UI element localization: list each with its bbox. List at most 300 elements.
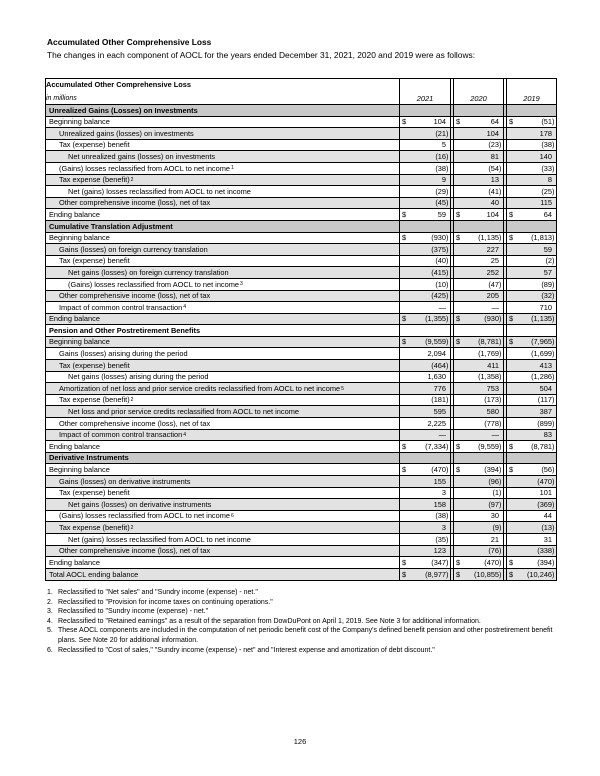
row-label-cell [46,348,400,359]
cell-2021 [400,256,451,267]
cell-2019 [506,279,556,290]
cell-2019 [506,128,556,139]
cell-value: (25) [541,186,555,196]
cell-2020 [453,140,504,151]
cell-value: (8,781) [478,337,502,347]
table-row [46,383,556,395]
cell-value: (13) [541,522,555,532]
cell-value: (10) [435,279,449,289]
dollar-sign: $ [509,441,514,451]
cell-2019 [506,163,556,174]
row-label-cell: (Gains) losses reclassified from AOCL to net income 3 [46,279,400,290]
cell-2021 [400,360,451,371]
cell-2020 [453,395,504,406]
row-label: Other comprehensive income (loss), net of tax [59,418,211,428]
year-column-header-2019 [506,79,556,104]
cell-2020 [453,464,504,475]
cell-value: 104 [433,117,446,127]
table-row [46,209,556,221]
cell-2019 [506,256,556,267]
cell-2020 [453,291,504,302]
cell-2020 [453,522,504,533]
cell-2020 [453,360,504,371]
cell-2020 [453,418,504,429]
cell-2021 [400,186,451,197]
cell-2021 [400,221,451,232]
row-label: Net (gains) losses reclassified from AOCL to net income [68,186,251,196]
cell-value: 8 [547,175,552,185]
row-label: Pension and Other Postretirement Benefits [49,325,201,335]
dollar-sign: $ [509,314,514,324]
dollar-sign: $ [402,314,407,324]
cell-value: (54) [488,163,502,173]
cell-2021 [400,557,451,568]
cell-2020 [453,233,504,244]
row-label: Unrealized Gains (Losses) on Investments [49,105,198,115]
cell-value: 83 [543,430,552,440]
cell-2021 [400,395,451,406]
row-label-cell: Amortization of net loss and prior service credits reclassified from AOCL to net income 5 [46,383,400,394]
row-label: (Gains) losses reclassified from AOCL to net income [59,511,231,521]
cell-2019 [506,476,556,487]
row-label: (Gains) losses reclassified from AOCL to net income [59,163,231,173]
row-label: Other comprehensive income (loss), net of tax [59,546,211,556]
dollar-sign: $ [509,233,514,243]
table-row [46,163,556,175]
row-label-cell: (Gains) losses reclassified from AOCL to net income 6 [46,511,400,522]
dollar-sign: $ [402,209,407,219]
table-row [46,151,556,163]
footnote-item [47,588,559,598]
footnote-item [47,598,559,608]
cell-value: 81 [490,151,499,161]
cell-2019 [506,418,556,429]
cell-2021 [400,302,451,313]
cell-value: (470) [537,476,555,486]
intro-text: The changes in each component of AOCL for the years ended December 31, 2021, 2020 and 2019 were as follows: [47,50,476,60]
cell-2019 [506,314,556,325]
row-label-cell [46,198,400,209]
cell-2021 [400,418,451,429]
cell-value: (375) [431,244,449,254]
row-label-cell: Impact of common control transaction 4 [46,302,400,313]
cell-2021 [400,233,451,244]
cell-2020 [453,534,504,545]
table-row [46,233,556,245]
row-label-cell [46,418,400,429]
cell-2021 [400,175,451,186]
row-label: Beginning balance [49,233,110,243]
table-row [46,348,556,360]
table-row [46,546,556,558]
row-label: Ending balance [49,557,100,567]
table-row [46,337,556,349]
cell-value: (347) [431,557,449,567]
cell-2020 [453,325,504,336]
cell-2019 [506,348,556,359]
table-row [46,522,556,534]
cell-value: (45) [435,198,449,208]
dollar-sign: $ [402,337,407,347]
cell-value: 13 [490,175,499,185]
cell-2019 [506,244,556,255]
dollar-sign: $ [456,557,461,567]
row-label: Impact of common control transaction [59,302,183,312]
dollar-sign: $ [402,441,407,451]
footnote-text: Reclassified to "Provision for income taxes on continuing operations." [58,598,273,606]
cell-2019 [506,233,556,244]
cell-value: 57 [543,267,552,277]
cell-value: 411 [487,360,499,370]
row-label-cell [46,476,400,487]
cell-value: (40) [435,256,449,266]
cell-2019 [506,383,556,394]
row-label-cell [46,291,400,302]
cell-value: (7,965) [531,337,555,347]
row-label-cell [46,360,400,371]
footnote-number: 3. [47,608,53,616]
cell-2020 [453,476,504,487]
row-label-cell [46,128,400,139]
cell-value: (1,699) [531,349,555,359]
cell-value: (9,559) [478,441,502,451]
row-label-cell [46,209,400,220]
cell-2021 [400,453,451,464]
cell-value: 155 [433,476,446,486]
dollar-sign: $ [509,465,514,474]
cell-2021 [400,209,451,220]
row-label-cell [46,337,400,348]
cell-2019 [506,221,556,232]
cell-value: (9,559) [425,337,449,347]
table-row [46,406,556,418]
cell-2021 [400,279,451,290]
cell-2020 [453,511,504,522]
cell-2019 [506,105,556,116]
cell-2020 [453,209,504,220]
cell-value: (369) [537,499,555,509]
cell-2020 [453,441,504,452]
cell-2021 [400,140,451,151]
cell-value: 5 [441,140,446,150]
row-label: Net unrealized gains (losses) on investments [68,151,216,161]
cell-value: — [491,302,499,312]
cell-2019 [506,302,556,313]
table-row [46,499,556,511]
cell-2019 [506,175,556,186]
cell-2020 [453,117,504,128]
table-row [46,534,556,546]
cell-2019 [506,395,556,406]
cell-value: 40 [490,198,499,208]
footnote-number: 2. [47,598,53,606]
row-label-cell [46,464,400,475]
cell-value: 115 [540,198,552,208]
cell-value: 64 [490,117,499,127]
row-label: Tax (expense) benefit [59,360,130,370]
cell-value: (38) [435,163,449,173]
cell-value: 205 [486,291,499,301]
cell-value: (32) [541,291,555,301]
footnote-text: These AOCL components are included in the computation of net periodic benefit cost of the Company's defined benefit pension and other postretirement benefit plans. See Note 20 for additional information. [58,627,553,644]
cell-value: 595 [433,407,446,417]
row-label: Net gains (losses) arising during the period [68,372,209,382]
cell-value: (778) [484,418,502,428]
cell-value: (96) [488,476,502,486]
row-label-cell [46,256,400,267]
row-label-cell [46,488,400,499]
row-label-cell: Tax expense (benefit) 2 [46,395,400,406]
dollar-sign: $ [456,441,461,451]
row-label: Gains (losses) arising during the period [59,349,188,359]
footnote-item [47,617,559,627]
cell-2020 [453,488,504,499]
row-label: Tax (expense) benefit [59,488,130,498]
dollar-sign: $ [402,233,407,243]
cell-2021 [400,464,451,475]
row-label-cell [46,105,400,116]
cell-2019 [506,267,556,278]
cell-2019 [506,209,556,220]
row-label: Net gains (losses) on foreign currency translation [68,267,229,277]
cell-value: (930) [484,314,502,324]
cell-value: 104 [486,128,499,138]
footnote-number: 1. [47,589,53,596]
cell-value: (33) [541,163,555,173]
table-section-row [46,221,556,233]
cell-value: (29) [435,186,449,196]
row-label-cell [46,406,400,417]
row-label: Tax expense (benefit) [59,522,130,532]
cell-2019 [506,522,556,533]
cell-value: 753 [486,383,499,393]
cell-2021 [400,244,451,255]
cell-2021 [400,291,451,302]
cell-2020 [453,406,504,417]
cell-value: (1,355) [425,314,449,324]
dollar-sign: $ [402,117,407,127]
dollar-sign: $ [509,337,514,347]
cell-value: (41) [488,186,502,196]
cell-2021 [400,128,451,139]
cell-2019 [506,441,556,452]
dollar-sign: $ [509,209,514,219]
row-label-cell: Impact of common control transaction 4 [46,430,400,441]
table-row [46,314,556,326]
cell-value: (9) [492,522,502,532]
cell-value: (38) [541,140,555,150]
cell-2021 [400,488,451,499]
cell-value: 158 [433,499,446,509]
row-label-cell [46,546,400,557]
cell-value: 123 [433,546,446,556]
row-label-cell [46,325,400,336]
cell-2019 [506,546,556,557]
page-number: 126 [293,737,307,746]
row-label-cell [46,267,400,278]
cell-2020 [453,267,504,278]
cell-value: 21 [490,534,499,544]
cell-value: 2,094 [427,349,446,359]
cell-2019 [506,325,556,336]
cell-2019 [506,464,556,475]
cell-value: (394) [484,465,502,474]
row-label: Net loss and prior service credits reclassified from AOCL to net income [68,407,299,417]
cell-2019 [506,569,556,581]
table-row [46,128,556,140]
cell-value: (7,334) [425,441,449,451]
doc-header [47,37,559,60]
cell-2021 [400,476,451,487]
table-row [46,511,556,523]
table-row [46,267,556,279]
footnote-number: 5. [47,627,53,635]
cell-2021 [400,325,451,336]
year-label: 2020 [470,93,487,103]
cell-2021 [400,522,451,533]
cell-value: (8,781) [531,441,555,451]
cell-2020 [453,337,504,348]
table-row [46,186,556,198]
cell-value: 1,630 [427,372,446,382]
cell-2020 [453,314,504,325]
cell-value: (1,358) [478,372,502,382]
cell-value: (38) [435,511,449,521]
footnote-text: Reclassified to "Sundry income (expense) - net." [58,608,209,616]
cell-2021 [400,105,451,116]
cell-value: 104 [486,209,499,219]
row-label-cell: Tax expense (benefit) 2 [46,175,400,186]
row-label: Ending balance [49,209,100,219]
cell-2021 [400,372,451,383]
cell-2020 [453,569,504,581]
cell-value: 252 [486,267,499,277]
dollar-sign: $ [509,569,514,579]
cell-2020 [453,348,504,359]
cell-2019 [506,488,556,499]
cell-2020 [453,557,504,568]
cell-value: 9 [441,175,446,185]
table-row [46,569,556,581]
cell-2019 [506,499,556,510]
row-label: Gains (losses) on derivative instruments [59,476,191,486]
row-label: Impact of common control transaction [59,430,183,440]
cell-2020 [453,279,504,290]
footnote-number: 6. [47,646,53,654]
cell-2019 [506,557,556,568]
cell-2021 [400,348,451,359]
table-row [46,279,556,291]
cell-value: (117) [537,395,555,405]
table-body [46,105,556,580]
cell-2019 [506,198,556,209]
cell-2021 [400,430,451,441]
row-label: Amortization of net loss and prior service credits reclassified from AOCL to net income [59,383,341,393]
row-label: Beginning balance [49,337,110,347]
dollar-sign: $ [402,465,407,474]
footnote-item [47,607,559,617]
row-label: Tax expense (benefit) [59,175,130,185]
cell-value: (899) [537,418,555,428]
table-section-row [46,325,556,337]
cell-value: 776 [433,383,446,393]
cell-2021 [400,163,451,174]
table-row [46,302,556,314]
cell-value: (2) [545,256,555,266]
cell-value: 3 [441,488,446,498]
cell-value: (97) [488,499,502,509]
cell-value: (415) [431,267,449,277]
row-label: Beginning balance [49,117,110,127]
cell-2021 [400,314,451,325]
cell-2020 [453,186,504,197]
table-row [46,117,556,129]
cell-2021 [400,569,451,581]
row-label-cell [46,233,400,244]
row-label: Tax expense (benefit) [59,395,130,405]
cell-2020 [453,128,504,139]
cell-value: (173) [484,395,502,405]
cell-2020 [453,302,504,313]
table-row [46,430,556,442]
cell-value: 44 [543,511,552,521]
dollar-sign: $ [456,337,461,347]
dollar-sign: $ [456,233,461,243]
cell-2019 [506,291,556,302]
cell-value: (464) [431,360,449,370]
cell-value: (470) [484,557,502,567]
cell-2019 [506,453,556,464]
row-label: (Gains) losses reclassified from AOCL to net income [68,279,240,289]
footnote-text: Reclassified to "Retained earnings" as a result of the separation from DowDuPont on April 1, 2019. See Note 3 for additional information. [58,617,481,625]
table-unit-label: in millions [46,95,77,102]
dollar-sign: $ [456,117,461,127]
row-label: Tax (expense) benefit [59,256,130,266]
cell-2020 [453,151,504,162]
row-label-cell [46,441,400,452]
cell-value: 101 [539,488,552,498]
row-label-cell [46,557,400,568]
table-header-title-cell [46,79,400,104]
year-label: 2019 [523,93,540,103]
cell-2020 [453,499,504,510]
cell-2019 [506,406,556,417]
dollar-sign: $ [456,209,461,219]
cell-2020 [453,372,504,383]
table-row [46,441,556,453]
footnote-item [47,646,559,656]
cell-value: — [438,302,446,312]
cell-value: (181) [431,395,449,405]
cell-2020 [453,221,504,232]
row-label: Total AOCL ending balance [49,569,139,579]
table-row [46,464,556,476]
cell-value: (1,769) [478,349,502,359]
cell-2020 [453,383,504,394]
cell-value: 64 [543,209,552,219]
table-row [46,198,556,210]
row-label-cell [46,186,400,197]
cell-2020 [453,198,504,209]
table-section-row [46,453,556,465]
cell-value: 3 [441,522,446,532]
cell-2019 [506,151,556,162]
footnote-text: Reclassified to "Net sales" and "Sundry income (expense) - net." [58,589,258,596]
dollar-sign: $ [402,569,407,579]
cell-value: 31 [543,534,552,544]
table-row [46,372,556,384]
cell-value: (51) [541,117,555,127]
